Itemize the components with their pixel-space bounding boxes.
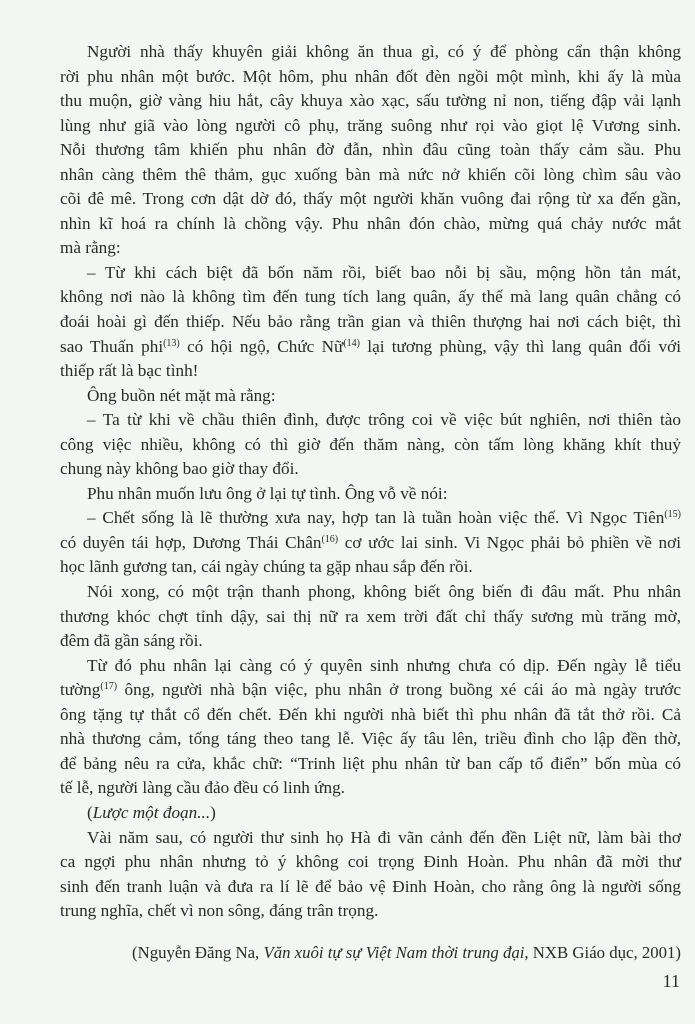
text-line [60, 261, 681, 286]
text-line [60, 850, 681, 875]
text-segment: mà rằng: [60, 238, 121, 258]
text-line [60, 875, 681, 900]
text-segment: ông, người nhà bận việc, phu nhân ở trong buồng xé cái áo mà ngày trước [117, 680, 681, 700]
text-segment: cơ ước lai sinh. Vi Ngọc phải bỏ phiền về nơi [338, 532, 681, 552]
text-segment: ) [210, 802, 216, 822]
text-line [60, 408, 681, 433]
text-segment: nhìn kĩ hoá ra chính là chồng vậy. Phu nhân đón chào, mừng quá chảy nước mắt [60, 213, 681, 233]
text-segment: có duyên tái hợp, Dương Thái Chân [60, 532, 322, 552]
italic-text: Lược một đoạn... [92, 802, 211, 822]
text-line [60, 457, 681, 482]
text-line [60, 826, 681, 851]
text-segment: nhân càng thêm thê thảm, gục xuống bàn mà nức nở khiến cõi lòng chìm sâu vào [60, 164, 681, 184]
text-segment: sao Thuấn phi [60, 336, 164, 356]
text-segment: có hội ngộ, Chức Nữ [179, 336, 344, 356]
text-line [60, 384, 681, 409]
citation [132, 943, 681, 963]
text-segment: để bảng nêu ra cửa, khắc chữ: “Trinh liệt phu nhân từ ban cấp tổ điển” bốn mùa có [60, 753, 681, 773]
text-segment: Nói xong, có một trận thanh phong, không biết ông biến đi đâu mất. Phu nhân [87, 582, 681, 602]
text-line [60, 531, 681, 556]
text-segment: Nỗi thương tâm khiến phu nhân đờ đẫn, nhìn đâu cũng toàn thấy cảm sầu. Phu [60, 140, 681, 160]
text-segment: thiếp rất là bạc tình! [60, 361, 199, 381]
paragraph [60, 40, 681, 261]
text-line [60, 629, 681, 654]
text-line [60, 801, 681, 826]
text-segment: thương khóc chợt tỉnh dậy, sai thị nữ ra xem trời đất chỉ thấy sương mù trăng mờ, [60, 606, 681, 626]
paragraph [60, 826, 681, 924]
text-segment: Phu nhân muốn lưu ông ở lại tự tình. Ông vỗ về nói: [87, 483, 448, 503]
text-segment: – Chết sống là lẽ thường xưa nay, hợp tan là tuần hoàn việc thế. Vì Ngọc Tiên [87, 508, 665, 528]
text-segment: chung này không bao giờ thay đổi. [60, 459, 299, 479]
text-segment: sinh đến tranh luận và đưa ra lí lẽ để bảo vệ Đinh Hoàn, cho rằng ông là người sống [60, 876, 681, 896]
text-segment: lại tương phùng, vậy thì lang quân đối với [359, 336, 681, 356]
text-line [60, 89, 681, 114]
text-line [60, 482, 681, 507]
text-segment: thu muộn, giờ vàng hiu hắt, cây khuya xào xạc, sấu tường nỉ non, tiếng đập vải lạnh [60, 91, 681, 111]
text-segment: tế lễ, người làng cầu đảo đều có linh ứng. [60, 778, 345, 798]
text-line [60, 580, 681, 605]
text-line [60, 433, 681, 458]
text-line [60, 555, 681, 580]
text-line [60, 40, 681, 65]
text-line [60, 163, 681, 188]
text-line [60, 236, 681, 261]
text-line [60, 506, 681, 531]
paragraph [60, 408, 681, 482]
text-segment: ông tặng tự thắt cổ đến chết. Đến khi người nhà biết thì phu nhân đã tắt thở rồi. Cả [60, 704, 681, 724]
text-segment: tường [60, 680, 101, 700]
paragraph [60, 384, 681, 409]
citation-author: (Nguyễn Đăng Na, [132, 943, 264, 962]
paragraph [60, 801, 681, 826]
text-line [60, 187, 681, 212]
text-line [60, 899, 681, 924]
text-line [60, 335, 681, 360]
text-segment: nhà thương cảm, tống táng theo tang lễ. Việc ấy tâu lên, triều đình cho lập đền thờ, [60, 729, 681, 749]
body-text [60, 40, 681, 924]
citation-title: Văn xuôi tự sự Việt Nam thời trung đại [263, 943, 525, 962]
text-line [60, 605, 681, 630]
text-line [60, 752, 681, 777]
text-segment: học lãnh gương tan, cái ngày chúng ta gặp nhau sắp đến rồi. [60, 557, 473, 577]
text-segment: Ông buồn nét mặt mà rằng: [87, 385, 276, 405]
paragraph [60, 654, 681, 801]
text-line [60, 654, 681, 679]
text-line [60, 359, 681, 384]
text-segment: trung nghĩa, chết vì non sông, đáng trân trọng. [60, 901, 379, 921]
text-segment: lùng như giã vào lòng người cô phụ, trăng suông như rọi vào giọt lệ Vương sinh. [60, 115, 681, 135]
text-segment: cõi đê mê. Trong cơn dật dờ đó, thấy một người khăn vuông đai rộng từ xa đến gần, [60, 189, 681, 209]
text-line [60, 138, 681, 163]
text-line [60, 212, 681, 237]
text-line [60, 285, 681, 310]
text-segment: đêm đã gần sáng rồi. [60, 631, 203, 651]
text-segment: Người nhà thấy khuyên giải không ăn thua gì, có ý để phòng cẩn thận không [87, 42, 681, 61]
text-line [60, 727, 681, 752]
citation-publisher: , NXB Giáo dục, 2001) [524, 943, 681, 962]
text-line [60, 678, 681, 703]
text-line [60, 114, 681, 139]
footnote-ref: (14) [343, 337, 360, 349]
text-segment: đoái hoài gì đến thiếp. Nếu bảo rằng trần gian và thiên thượng hai nơi cách biệt, thì [60, 312, 681, 332]
text-line [60, 703, 681, 728]
text-segment: rời phu nhân một bước. Một hôm, phu nhân đốt đèn ngồi một mình, khi ấy là mùa [60, 66, 681, 86]
text-segment: – Từ khi cách biệt đã bốn năm rồi, biết bao nỗi bị sầu, mộng hồn tản mát, [87, 262, 681, 282]
text-segment: không nơi nào là không tìm đến tung tích lang quân, ấy thế mà lang quân chẳng có [60, 287, 681, 307]
footnote-ref: (15) [664, 509, 681, 521]
text-segment: Từ đó phu nhân lại càng có ý quyên sinh nhưng chưa có dịp. Đến ngày lễ tiểu [87, 655, 681, 675]
footnote-ref: (17) [100, 681, 118, 693]
text-segment: ca ngợi phu nhân nhưng tỏ ý không coi trọng Đinh Hoàn. Phu nhân đã mời thư [60, 852, 681, 872]
text-line [60, 776, 681, 801]
page-number: 11 [662, 971, 680, 991]
text-line [60, 310, 681, 335]
text-segment: ( [87, 802, 93, 822]
text-segment: – Ta từ khi về chầu thiên đình, được trông coi về việc bút nghiên, nơi thiên tào [87, 410, 681, 430]
text-segment: công việc nhiều, không có thì giờ đến thăm nàng, còn tấm lòng khăng khít thuỷ [60, 434, 681, 454]
paragraph [60, 580, 681, 654]
footnote-ref: (13) [163, 337, 180, 349]
paragraph [60, 261, 681, 384]
text-segment: Vài năm sau, có người thư sinh họ Hà đi vãn cảnh đến đền Liệt nữ, làm bài thơ [87, 827, 681, 847]
text-line [60, 65, 681, 90]
paragraph [60, 506, 681, 580]
footnote-ref: (16) [321, 533, 339, 545]
paragraph [60, 482, 681, 507]
